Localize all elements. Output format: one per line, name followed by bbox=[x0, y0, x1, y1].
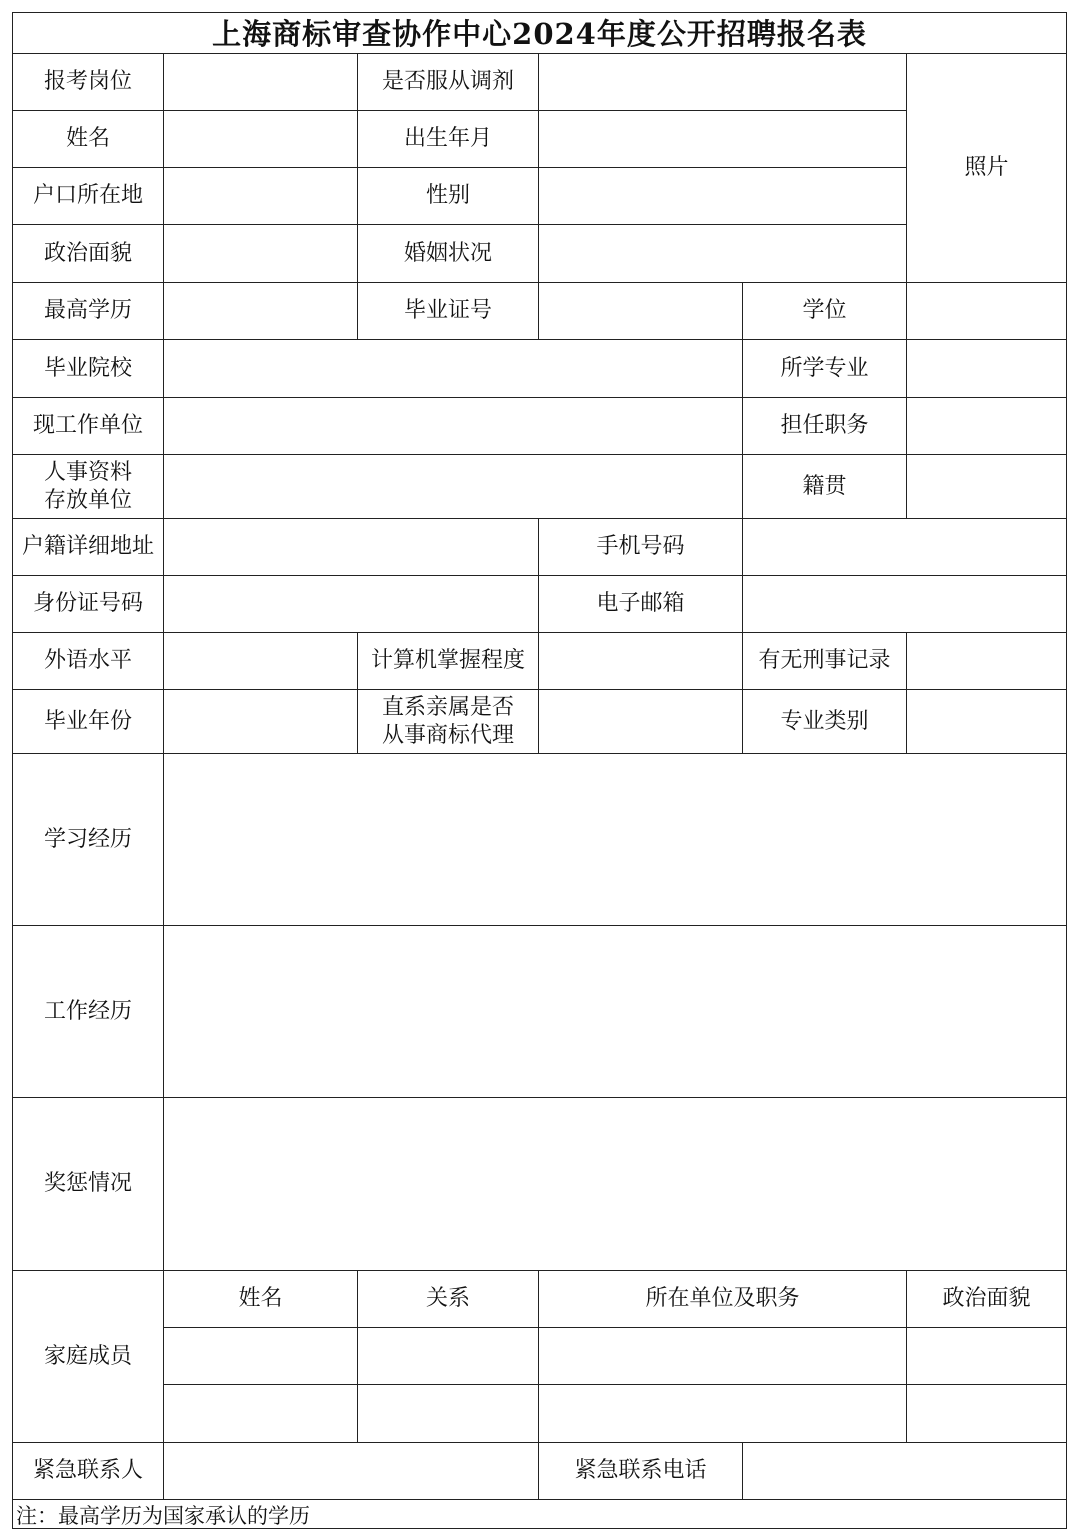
label-relative-agent-line1: 直系亲属是否 bbox=[381, 694, 514, 720]
school-field[interactable] bbox=[163, 339, 743, 398]
photo-label: 照片 bbox=[964, 155, 1009, 180]
graduation-year-field[interactable] bbox=[163, 689, 358, 754]
native-place-field[interactable] bbox=[906, 454, 1067, 519]
label-criminal-record: 有无刑事记录 bbox=[742, 632, 907, 690]
label-computer-skill: 计算机掌握程度 bbox=[357, 632, 539, 690]
family-row1-relation[interactable] bbox=[357, 1327, 539, 1385]
emergency-phone-field[interactable] bbox=[742, 1442, 1067, 1500]
political-status-field[interactable] bbox=[163, 224, 358, 283]
degree-field[interactable] bbox=[906, 282, 1067, 340]
label-degree: 学位 bbox=[742, 282, 907, 340]
label-personnel-file bbox=[12, 454, 164, 519]
gender-field[interactable] bbox=[538, 167, 907, 225]
label-relative-agent bbox=[357, 689, 539, 754]
label-marital-status: 婚姻状况 bbox=[357, 224, 539, 283]
label-graduation-year: 毕业年份 bbox=[12, 689, 164, 754]
family-row2-name[interactable] bbox=[163, 1384, 358, 1443]
name-field[interactable] bbox=[163, 110, 358, 168]
label-birth: 出生年月 bbox=[357, 110, 539, 168]
mobile-field[interactable] bbox=[742, 518, 1067, 576]
label-major-category: 专业类别 bbox=[742, 689, 907, 754]
label-study-history: 学习经历 bbox=[12, 753, 164, 926]
label-emergency-phone: 紧急联系电话 bbox=[538, 1442, 743, 1500]
id-number-field[interactable] bbox=[163, 575, 539, 633]
label-email: 电子邮箱 bbox=[538, 575, 743, 633]
label-foreign-language: 外语水平 bbox=[12, 632, 164, 690]
label-accept-adjust: 是否服从调剂 bbox=[357, 53, 539, 111]
foreign-language-field[interactable] bbox=[163, 632, 358, 690]
email-field[interactable] bbox=[742, 575, 1067, 633]
family-header-employer: 所在单位及职务 bbox=[538, 1270, 907, 1328]
label-diploma-no: 毕业证号 bbox=[357, 282, 539, 340]
major-category-field[interactable] bbox=[906, 689, 1067, 754]
family-row1-political[interactable] bbox=[906, 1327, 1067, 1385]
hukou-address-field[interactable] bbox=[163, 518, 539, 576]
label-rewards-punishments: 奖惩情况 bbox=[12, 1097, 164, 1271]
work-history-field[interactable] bbox=[163, 925, 1067, 1098]
criminal-record-field[interactable] bbox=[906, 632, 1067, 690]
photo-box[interactable] bbox=[906, 53, 1067, 283]
label-work-history: 工作经历 bbox=[12, 925, 164, 1098]
marital-status-field[interactable] bbox=[538, 224, 907, 283]
label-id-number: 身份证号码 bbox=[12, 575, 164, 633]
label-school: 毕业院校 bbox=[12, 339, 164, 398]
label-family-members: 家庭成员 bbox=[12, 1270, 164, 1443]
label-hukou-address: 户籍详细地址 bbox=[12, 518, 164, 576]
rewards-punishments-field[interactable] bbox=[163, 1097, 1067, 1271]
emergency-contact-field[interactable] bbox=[163, 1442, 539, 1500]
form-title: 上海商标审查协作中心2024年度公开招聘报名表 bbox=[212, 17, 867, 51]
label-relative-agent-line2: 从事商标代理 bbox=[381, 722, 514, 748]
label-name: 姓名 bbox=[12, 110, 164, 168]
label-hukou-location: 户口所在地 bbox=[12, 167, 164, 225]
personnel-file-field[interactable] bbox=[163, 454, 743, 519]
label-political-status: 政治面貌 bbox=[12, 224, 164, 283]
family-header-political: 政治面貌 bbox=[906, 1270, 1067, 1328]
label-gender: 性别 bbox=[357, 167, 539, 225]
study-history-field[interactable] bbox=[163, 753, 1067, 926]
highest-education-field[interactable] bbox=[163, 282, 358, 340]
current-employer-field[interactable] bbox=[163, 397, 743, 455]
label-personnel-file-line2: 存放单位 bbox=[43, 487, 132, 513]
label-native-place: 籍贯 bbox=[742, 454, 907, 519]
family-row2-employer[interactable] bbox=[538, 1384, 907, 1443]
family-row2-political[interactable] bbox=[906, 1384, 1067, 1443]
family-row2-relation[interactable] bbox=[357, 1384, 539, 1443]
family-header-name: 姓名 bbox=[163, 1270, 358, 1328]
label-job-title: 担任职务 bbox=[742, 397, 907, 455]
accept-adjust-field[interactable] bbox=[538, 53, 907, 111]
family-row1-employer[interactable] bbox=[538, 1327, 907, 1385]
hukou-location-field[interactable] bbox=[163, 167, 358, 225]
position-field[interactable] bbox=[163, 53, 358, 111]
label-highest-education: 最高学历 bbox=[12, 282, 164, 340]
label-position: 报考岗位 bbox=[12, 53, 164, 111]
label-emergency-contact: 紧急联系人 bbox=[12, 1442, 164, 1500]
label-major: 所学专业 bbox=[742, 339, 907, 398]
label-mobile: 手机号码 bbox=[538, 518, 743, 576]
computer-skill-field[interactable] bbox=[538, 632, 743, 690]
label-personnel-file-line1: 人事资料 bbox=[43, 459, 132, 485]
relative-agent-field[interactable] bbox=[538, 689, 743, 754]
footnote: 注：最高学历为国家承认的学历 bbox=[16, 1504, 310, 1528]
family-header-relation: 关系 bbox=[357, 1270, 539, 1328]
job-title-field[interactable] bbox=[906, 397, 1067, 455]
label-current-employer: 现工作单位 bbox=[12, 397, 164, 455]
diploma-no-field[interactable] bbox=[538, 282, 743, 340]
family-row1-name[interactable] bbox=[163, 1327, 358, 1385]
birth-field[interactable] bbox=[538, 110, 907, 168]
major-field[interactable] bbox=[906, 339, 1067, 398]
